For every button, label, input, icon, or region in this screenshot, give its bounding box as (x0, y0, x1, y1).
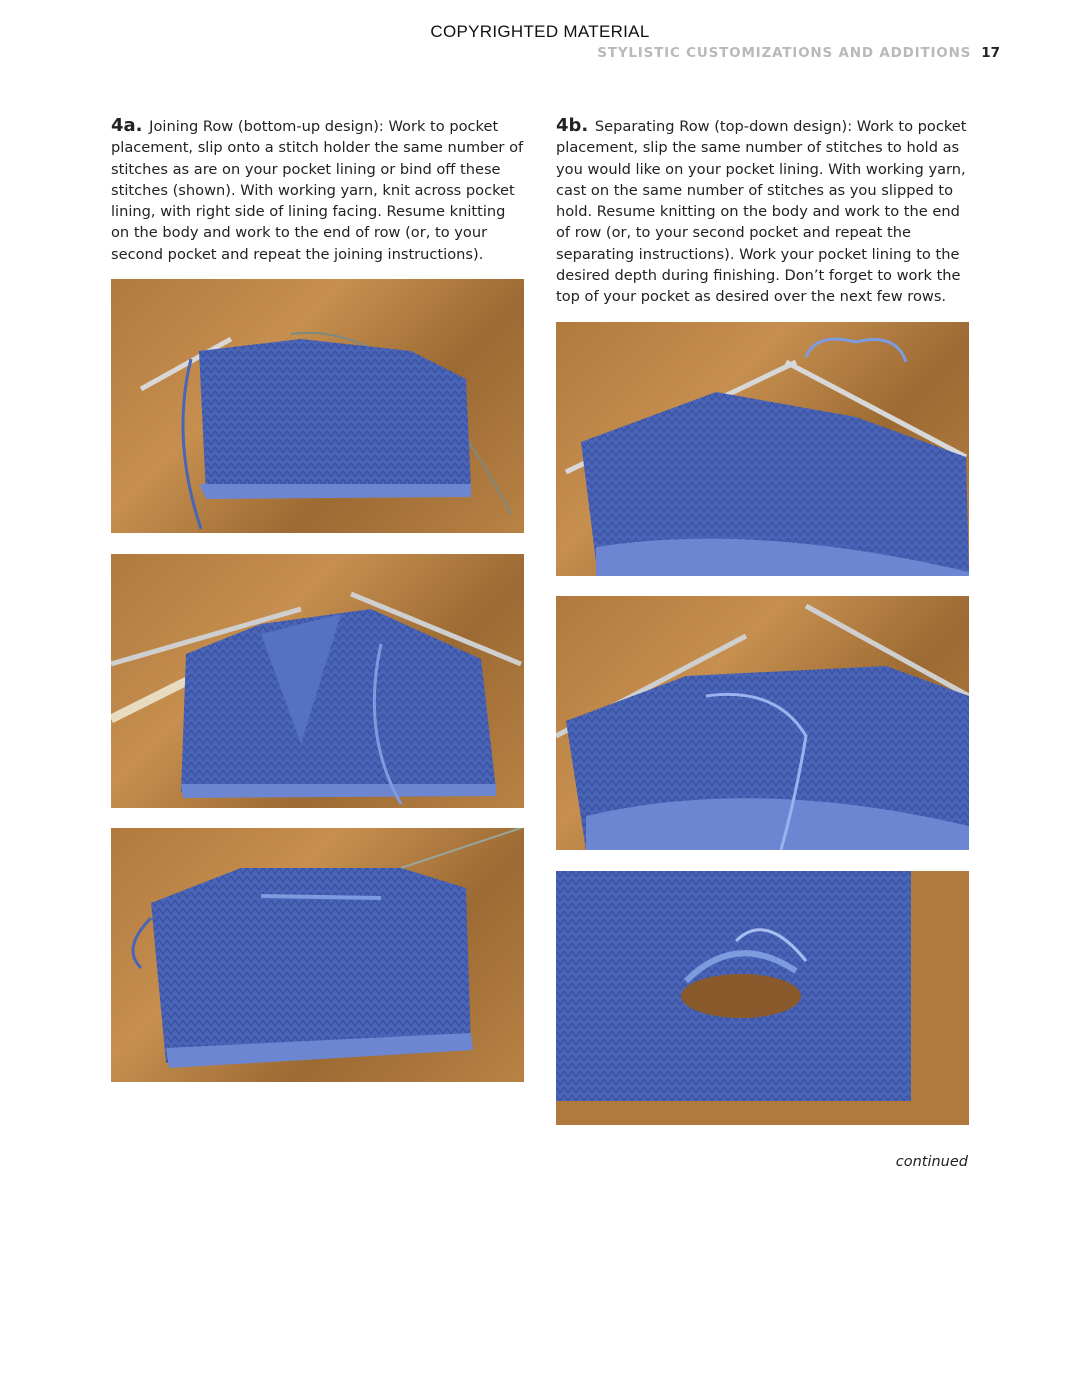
photo-4b-3 (556, 871, 969, 1125)
photo-4b-1 (556, 322, 969, 576)
copyright-notice: COPYRIGHTED MATERIAL (430, 22, 650, 41)
photo-4a-1 (111, 279, 524, 533)
section-title: STYLISTIC CUSTOMIZATIONS AND ADDITIONS (597, 45, 972, 61)
page-number: 17 (981, 45, 1000, 61)
photo-4a-2 (111, 554, 524, 808)
step-4b-body: Separating Row (top-down design): Work to pocket placement, slip the same number of stitches to hold as you would like on your pocket lining. With working yarn, cast on the same number of stitches as you slipped to hold. Resume knitting on the body and work to the end of row (or, to your second pocket and repeat the separating instructions). Work your pocket lining to the desired depth during finishing. Don’t forget to work the top of your pocket as desired over the next few rows. (556, 118, 967, 306)
step-4a-text (111, 115, 526, 265)
step-4a-body: Joining Row (bottom-up design): Work to pocket placement, slip onto a stitch holder the same number of stitches as are on your pocket lining or bind off these stitches (shown). With working yarn, knit across pocket lining, with right side of lining facing. Resume knitting on the body and work to the end of row (or, to your second pocket and repeat the joining instructions). (111, 118, 524, 263)
step-4a-label: 4a. (111, 115, 143, 136)
photo-4a-3 (111, 828, 524, 1082)
photo-4b-2 (556, 596, 969, 850)
continued-label: continued (895, 1154, 968, 1170)
running-head (597, 45, 1000, 61)
step-4b-text (556, 115, 971, 308)
step-4b-label: 4b. (556, 115, 589, 136)
